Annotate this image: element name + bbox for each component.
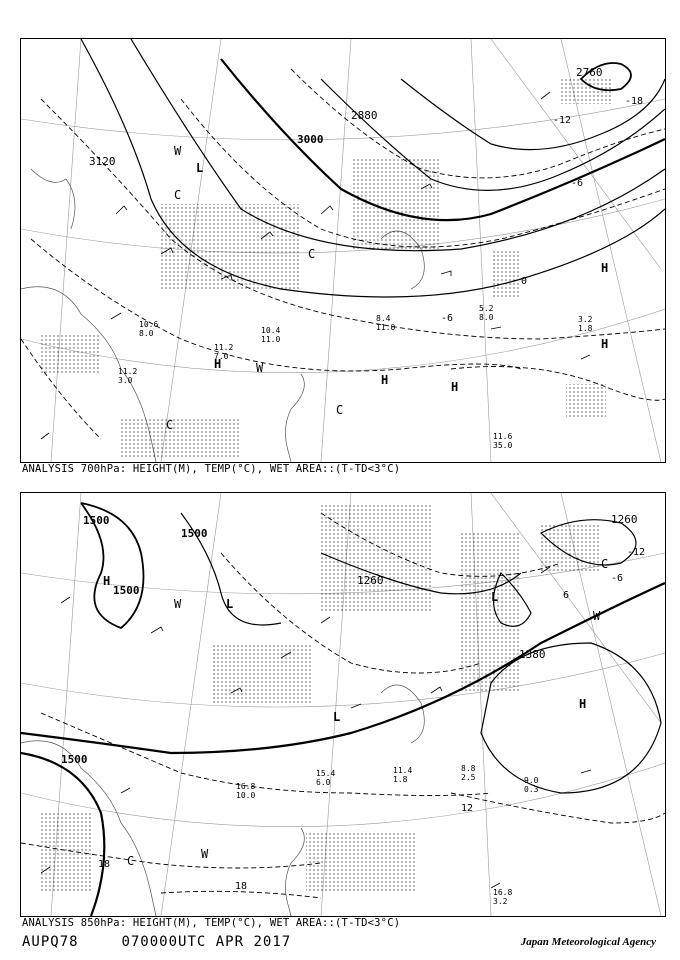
station-dewpoint: 3.0 xyxy=(118,376,133,385)
cold-marker: C xyxy=(127,854,135,868)
warm-marker: W xyxy=(256,361,264,375)
height-label: 1260 xyxy=(611,513,638,526)
station-dewpoint: 2.5 xyxy=(461,773,476,782)
station-dewpoint: 11.0 xyxy=(261,335,281,344)
caption-700hpa: ANALYSIS 700hPa: HEIGHT(M), TEMP(°C), WET AREA::(T-TD<3°C) xyxy=(22,463,401,475)
temp-label: -6 xyxy=(611,573,624,584)
chart-850hpa xyxy=(20,492,666,917)
high-marker: H xyxy=(579,697,587,711)
temp-label: -6 xyxy=(571,178,584,189)
temp-label: 18 xyxy=(98,859,111,870)
station-dewpoint: 0.3 xyxy=(524,785,539,794)
low-marker: L xyxy=(333,710,341,724)
station-temp: 8.4 xyxy=(376,314,391,323)
temp-label: 18 xyxy=(235,881,248,892)
cold-marker: C xyxy=(174,188,182,202)
cold-marker: C xyxy=(336,403,344,417)
high-marker: H xyxy=(451,380,459,394)
height-label: 1260 xyxy=(357,574,384,587)
height-label: 2880 xyxy=(351,109,378,122)
height-label: 1500 xyxy=(113,584,140,597)
cold-marker: C xyxy=(308,247,316,261)
map-850hpa xyxy=(21,493,665,916)
temp-label: 12 xyxy=(461,803,474,814)
temp-label: 0 xyxy=(521,276,528,287)
station-temp: 11.6 xyxy=(493,432,513,441)
station-temp: 11.2 xyxy=(118,367,138,376)
temp-label: -12 xyxy=(627,547,646,558)
wet-areas xyxy=(41,79,611,459)
station-dewpoint: 35.0 xyxy=(493,441,513,450)
product-header xyxy=(22,934,291,950)
station-dewpoint: 10.0 xyxy=(236,791,256,800)
station-temp: 16.8 xyxy=(236,782,256,791)
agency-name: Japan Meteorological Agency xyxy=(520,936,656,948)
high-marker: H xyxy=(214,357,222,371)
station-temp: 16.8 xyxy=(493,888,513,897)
station-dewpoint: 11.0 xyxy=(376,323,396,332)
cold-marker: C xyxy=(166,418,174,432)
warm-marker: W xyxy=(174,144,182,158)
wet-areas xyxy=(41,503,601,893)
low-marker: L xyxy=(226,597,234,611)
caption-850hpa: ANALYSIS 850hPa: HEIGHT(M), TEMP(°C), WET AREA::(T-TD<3°C) xyxy=(22,917,401,929)
station-temp: 10.4 xyxy=(261,326,281,335)
station-temp: 10.6 xyxy=(139,320,159,329)
height-label: 3120 xyxy=(89,155,116,168)
station-temp: 15.4 xyxy=(316,769,336,778)
height-label: 1380 xyxy=(519,648,546,661)
height-label: 1500 xyxy=(61,753,88,766)
station-temp: 11.4 xyxy=(393,766,413,775)
cold-marker: C xyxy=(601,557,609,571)
temp-label: -6 xyxy=(441,313,454,324)
warm-marker: W xyxy=(593,609,601,623)
station-dewpoint: 1.8 xyxy=(393,775,408,784)
station-temp: 3.2 xyxy=(578,315,593,324)
station-dewpoint: 7.0 xyxy=(214,352,229,361)
chart-700hpa xyxy=(20,38,666,463)
temp-label: -18 xyxy=(625,96,644,107)
high-marker: H xyxy=(601,261,609,275)
warm-marker: W xyxy=(174,597,182,611)
station-dewpoint: 1.8 xyxy=(578,324,593,333)
high-marker: H xyxy=(381,373,389,387)
product-code: AUPQ78 xyxy=(22,934,79,950)
low-marker: L xyxy=(196,161,204,175)
station-temp: 5.2 xyxy=(479,304,494,313)
height-label: 1500 xyxy=(181,527,208,540)
station-dewpoint: 3.2 xyxy=(493,897,508,906)
temp-label: -12 xyxy=(553,115,572,126)
height-label: 1500 xyxy=(83,514,110,527)
warm-marker: W xyxy=(201,847,209,861)
station-dewpoint: 8.0 xyxy=(479,313,494,322)
analysis-datetime: 070000UTC APR 2017 xyxy=(121,934,292,950)
low-marker: L xyxy=(491,590,499,604)
temp-label: 6 xyxy=(563,590,570,601)
station-temp: 9.0 xyxy=(524,776,539,785)
station-dewpoint: 6.0 xyxy=(316,778,331,787)
station-temp: 11.2 xyxy=(214,343,234,352)
station-dewpoint: 8.0 xyxy=(139,329,154,338)
map-700hpa xyxy=(21,39,665,462)
station-temp: 8.8 xyxy=(461,764,476,773)
height-label: 2760 xyxy=(576,66,603,79)
high-marker: H xyxy=(103,574,111,588)
height-label: 3000 xyxy=(297,133,324,146)
high-marker: H xyxy=(601,337,609,351)
